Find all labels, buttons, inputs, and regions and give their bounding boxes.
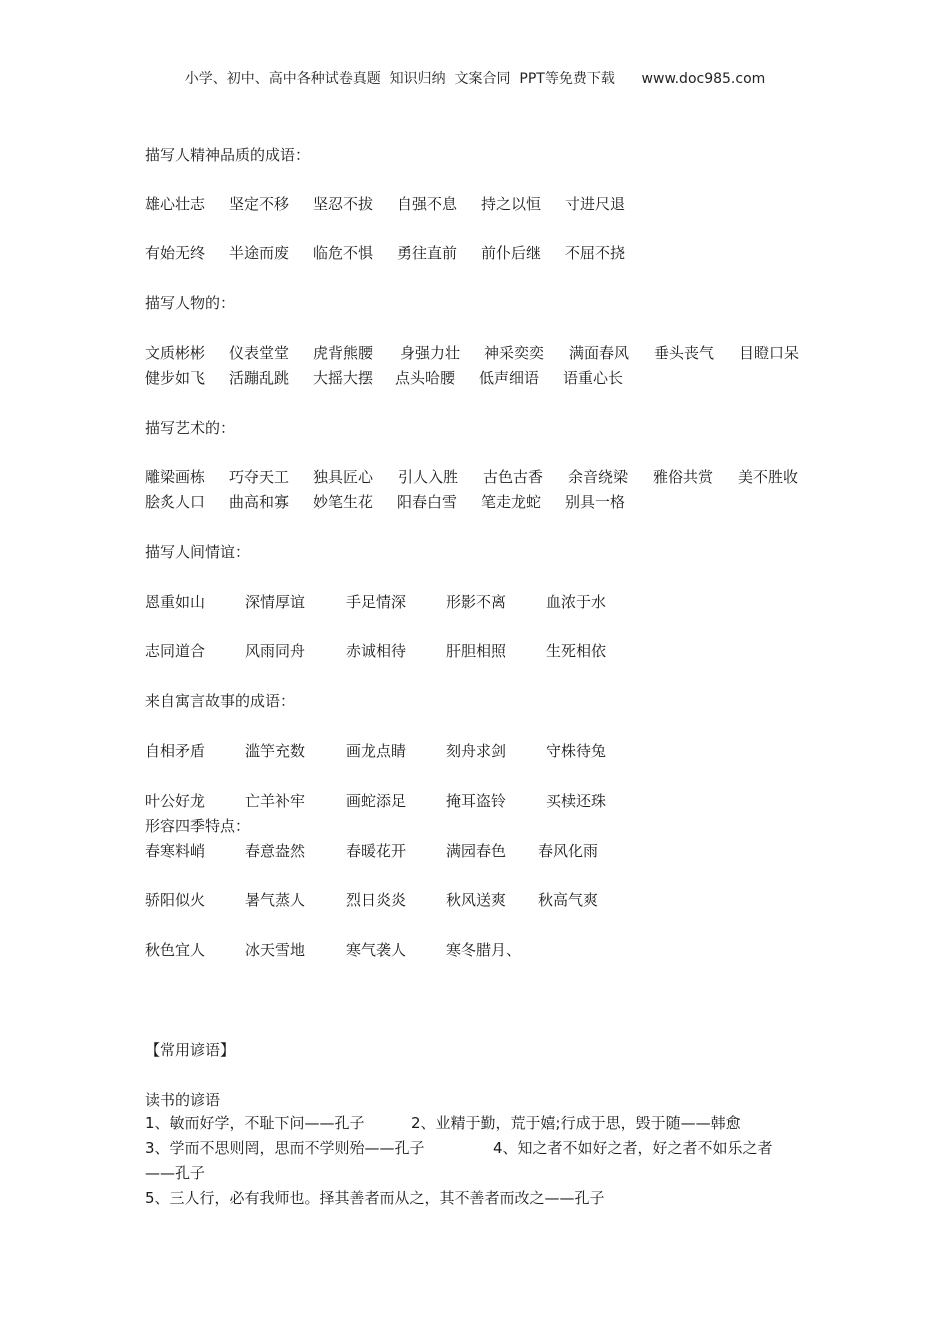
idiom: 寒气袭人: [346, 941, 407, 959]
idiom: 仪表堂堂: [229, 344, 290, 362]
subsection-title-reading: 读书的谚语: [145, 1091, 221, 1109]
idiom: 自相矛盾: [145, 742, 206, 760]
idiom: 秋高气爽: [538, 891, 599, 909]
idiom: 守株待兔: [546, 742, 607, 760]
proverb-row-3: 5、三人行，必有我师也。择其善者而从之，其不善者而改之——孔子: [145, 1189, 605, 1207]
idiom: 点头哈腰: [395, 369, 456, 387]
idiom: 有始无终: [145, 244, 206, 262]
section-title-art: 描写艺术的：: [145, 419, 236, 437]
idiom: 半途而废: [229, 244, 290, 262]
section-title-friendship: 描写人间情谊：: [145, 543, 251, 561]
idiom: 前仆后继: [481, 244, 542, 262]
idiom: 肝胆相照: [446, 642, 507, 660]
idiom: 身强力壮: [400, 344, 461, 362]
idiom: 雅俗共赏: [653, 468, 714, 486]
idiom: 满面春风: [569, 344, 630, 362]
idiom: 血浓于水: [546, 593, 607, 611]
idiom: 秋风送爽: [446, 891, 507, 909]
idiom: 垂头丧气: [654, 344, 715, 362]
idiom: 赤诚相待: [346, 642, 407, 660]
idiom: 古色古香: [483, 468, 544, 486]
idiom: 勇往直前: [397, 244, 458, 262]
idiom: 叶公好龙: [145, 792, 206, 810]
idiom: 自强不息: [397, 195, 458, 213]
idiom: 笔走龙蛇: [481, 493, 542, 511]
idiom: 持之以恒: [481, 195, 542, 213]
idiom: 大摇大摆: [313, 369, 374, 387]
idiom: 亡羊补牢: [245, 792, 306, 810]
section-title-fable: 来自寓言故事的成语：: [145, 692, 296, 710]
idiom: 雄心壮志: [145, 195, 206, 213]
section-title-people: 描写人物的：: [145, 294, 236, 312]
idiom: 春风化雨: [538, 842, 599, 860]
idiom: 曲高和寡: [229, 493, 290, 511]
idiom: 志同道合: [145, 642, 206, 660]
idiom: 独具匠心: [313, 468, 374, 486]
idiom: 画蛇添足: [346, 792, 407, 810]
idiom: 画龙点睛: [346, 742, 407, 760]
page-header: 小学、初中、高中各种试卷真题 知识归纳 文案合同 PPT等免费下载 www.doc985.com: [184, 71, 766, 87]
idiom: 雕梁画栋: [145, 468, 206, 486]
idiom: 烈日炎炎: [346, 891, 407, 909]
idiom: 生死相依: [546, 642, 607, 660]
idiom: 形影不离: [446, 593, 507, 611]
idiom: 坚定不移: [229, 195, 290, 213]
idiom: 余音绕梁: [568, 468, 629, 486]
proverb: 4、知之者不如好之者，好之者不如乐之者: [493, 1139, 773, 1157]
idiom: 阳春白雪: [397, 493, 458, 511]
idiom: 寒冬腊月、: [446, 941, 522, 959]
idiom: 滥竽充数: [245, 742, 306, 760]
section-title-seasons: 形容四季特点：: [145, 817, 251, 835]
idiom: 低声细语: [479, 369, 540, 387]
idiom: 冰天雪地: [245, 941, 306, 959]
idiom: 别具一格: [565, 493, 626, 511]
idiom: 脍炙人口: [145, 493, 206, 511]
idiom: 妙笔生花: [313, 493, 374, 511]
idiom: 神采奕奕: [484, 344, 545, 362]
idiom: 美不胜收: [738, 468, 799, 486]
idiom: 文质彬彬: [145, 344, 206, 362]
section-title-proverbs: 【常用谚语】: [145, 1041, 236, 1059]
idiom: 不屈不挠: [565, 244, 626, 262]
idiom: 掩耳盗铃: [446, 792, 507, 810]
idiom: 引人入胜: [398, 468, 459, 486]
idiom: 坚忍不拔: [313, 195, 374, 213]
idiom: 虎背熊腰: [313, 344, 374, 362]
idiom: 春意盎然: [245, 842, 306, 860]
idiom: 寸进尺退: [565, 195, 626, 213]
proverb: 2、业精于勤，荒于嬉;行成于思，毁于随——韩愈: [411, 1114, 741, 1132]
proverb: 1、敏而好学，不耻下问——孔子: [145, 1114, 365, 1132]
idiom: 临危不惧: [313, 244, 374, 262]
idiom: 春寒料峭: [145, 842, 206, 860]
idiom: 春暖花开: [346, 842, 407, 860]
idiom: 深情厚谊: [245, 593, 306, 611]
idiom: 语重心长: [563, 369, 624, 387]
proverb-attribution: ——孔子: [145, 1164, 206, 1182]
idiom: 手足情深: [346, 593, 407, 611]
proverb: 3、学而不思则罔，思而不学则殆——孔子: [145, 1139, 425, 1157]
idiom: 活蹦乱跳: [229, 369, 290, 387]
idiom: 刻舟求剑: [446, 742, 507, 760]
idiom: 风雨同舟: [245, 642, 306, 660]
idiom: 暑气蒸人: [245, 891, 306, 909]
idiom: 巧夺天工: [229, 468, 290, 486]
idiom: 目瞪口呆: [739, 344, 800, 362]
section-title-spirit: 描写人精神品质的成语：: [145, 146, 311, 164]
idiom: 骄阳似火: [145, 891, 206, 909]
idiom: 秋色宜人: [145, 941, 206, 959]
idiom: 买椟还珠: [546, 792, 607, 810]
idiom: 满园春色: [446, 842, 507, 860]
idiom: 恩重如山: [145, 593, 206, 611]
idiom: 健步如飞: [145, 369, 206, 387]
